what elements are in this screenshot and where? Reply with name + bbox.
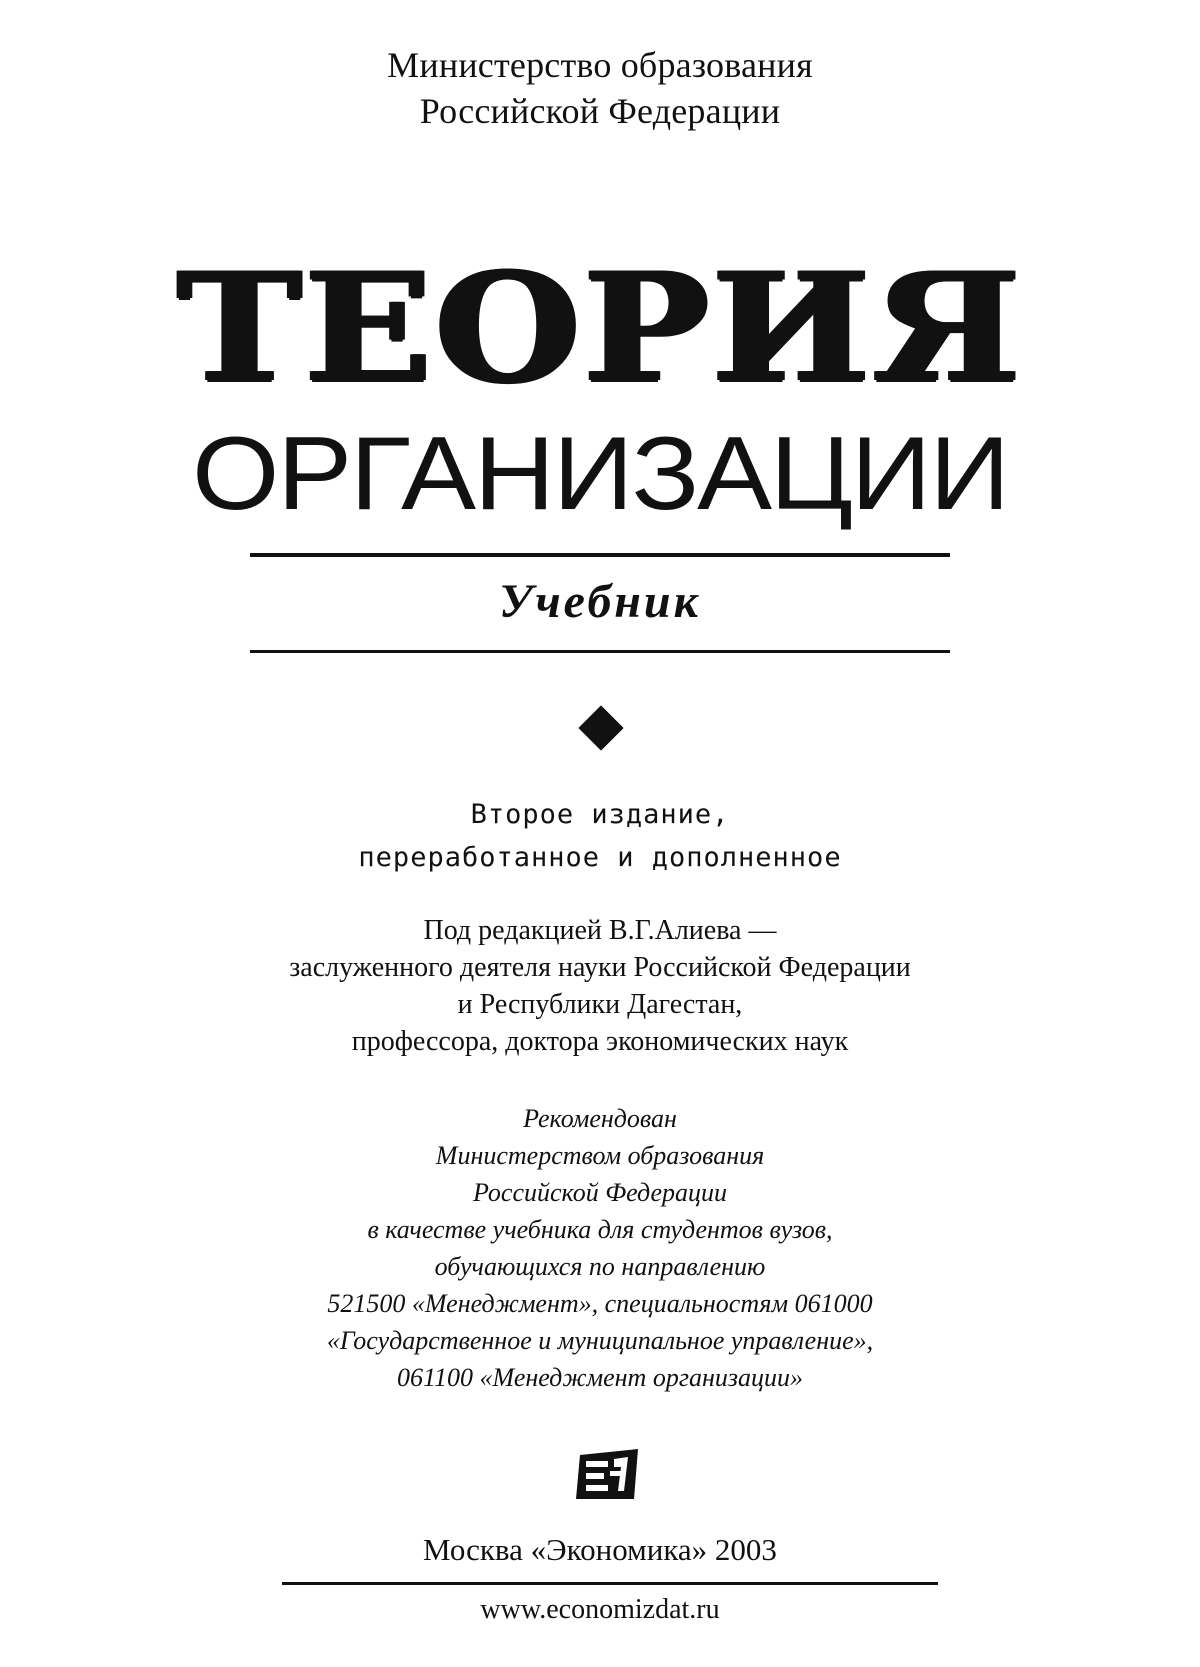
divider-footer xyxy=(282,1582,938,1585)
divider-bottom xyxy=(250,650,950,653)
publisher-logo-icon xyxy=(574,1447,644,1501)
publisher-imprint: Москва «Экономика» 2003 xyxy=(423,1532,777,1567)
recommendation-line: в качестве учебника для студентов вузов, xyxy=(367,1215,833,1244)
divider-top xyxy=(250,553,950,557)
editor-line: Под редакцией В.Г.Алиева — xyxy=(423,915,777,946)
recommendation-line: «Государственное и муниципальное управление», xyxy=(326,1326,874,1355)
edition-info xyxy=(0,793,1200,879)
edition-line: переработанное и дополненное xyxy=(358,842,842,873)
recommendation-text xyxy=(0,1100,1200,1396)
recommendation-line: обучающихся по направлению xyxy=(434,1252,766,1281)
recommendation-line: Российской Федерации xyxy=(472,1178,728,1207)
ministry-heading xyxy=(0,42,1200,134)
book-title-sub: ОРГАНИЗАЦИИ xyxy=(192,416,1008,532)
recommendation-line: Министерством образования xyxy=(435,1141,765,1170)
ministry-line: Российской Федерации xyxy=(419,91,781,131)
book-type-label: Учебник xyxy=(499,575,701,628)
ministry-line: Министерство образования xyxy=(387,45,813,85)
editor-info xyxy=(0,912,1200,1060)
publisher-website-link[interactable]: www.economizdat.ru xyxy=(480,1594,720,1625)
diamond-ornament-icon xyxy=(578,705,623,750)
editor-line: заслуженного деятеля науки Российской Федерации xyxy=(289,952,911,983)
editor-line: и Республики Дагестан, xyxy=(457,989,743,1020)
recommendation-line: 061100 «Менеджмент организации» xyxy=(396,1363,804,1392)
book-title-main: ТЕОРИЯ xyxy=(176,240,1024,416)
editor-line: профессора, доктора экономических наук xyxy=(351,1026,849,1057)
recommendation-line: 521500 «Менеджмент», специальностям 061000 xyxy=(327,1289,873,1318)
recommendation-line: Рекомендован xyxy=(523,1104,677,1133)
edition-line: Второе издание, xyxy=(470,799,730,830)
